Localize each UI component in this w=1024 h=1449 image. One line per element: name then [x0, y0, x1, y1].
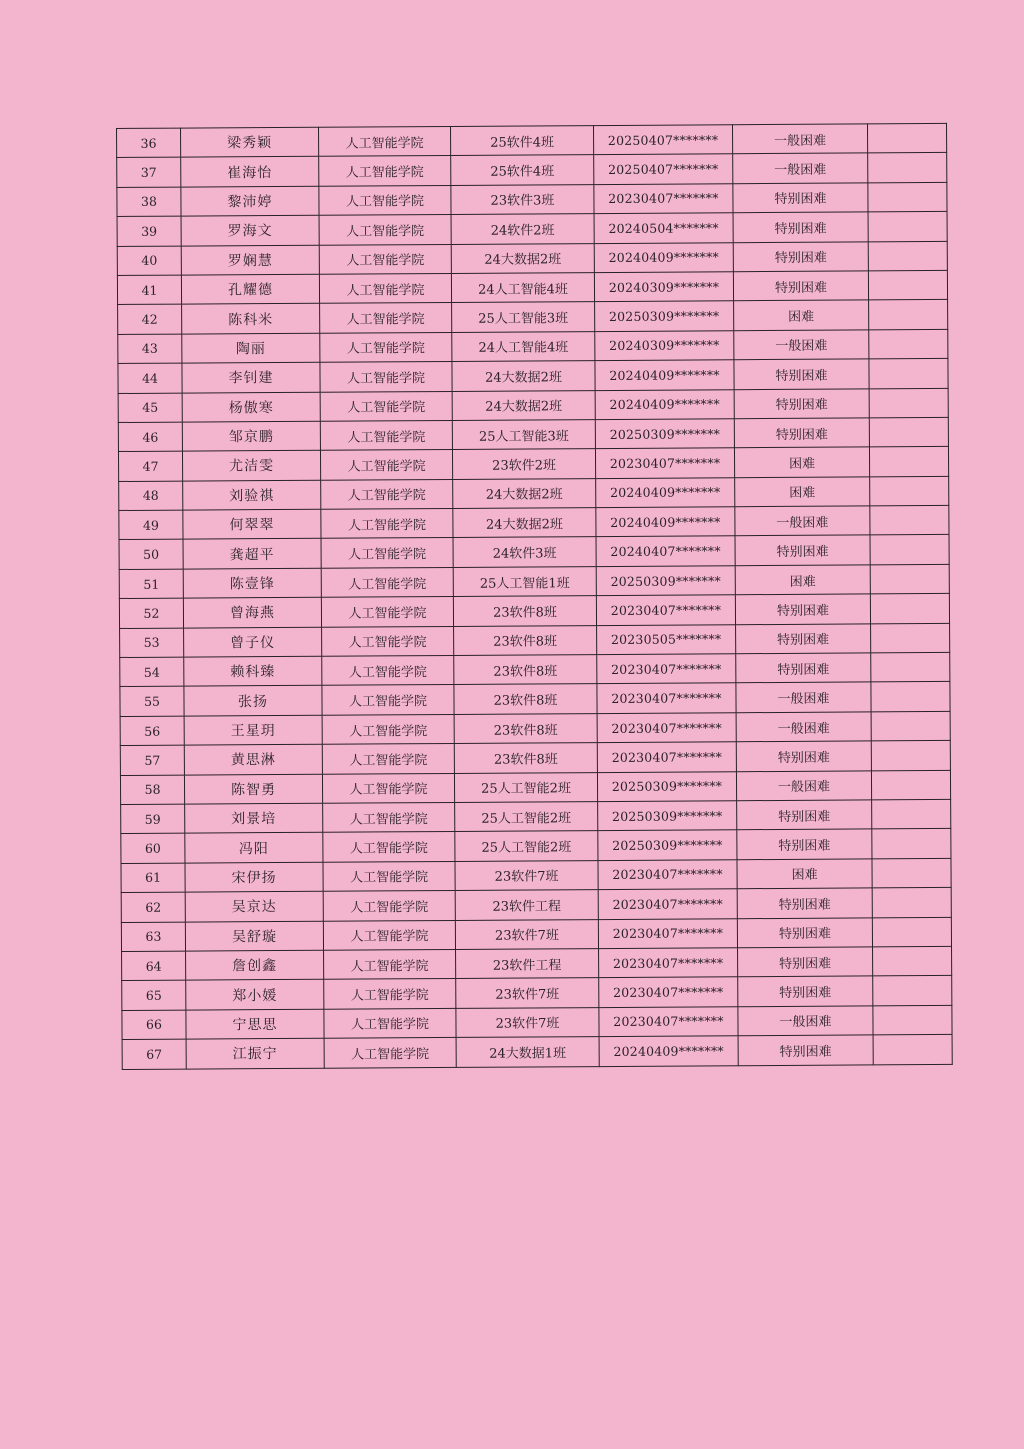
cell-student-name: 罗娴慧 — [181, 245, 319, 275]
cell-class: 24大数据1班 — [456, 1037, 599, 1067]
cell-difficulty-level: 特别困难 — [733, 271, 868, 301]
cell-student-name: 江振宁 — [186, 1038, 324, 1068]
cell-student-id: 20240409******* — [595, 389, 734, 419]
cell-college: 人工智能学院 — [321, 567, 453, 597]
cell-student-id: 20230407******* — [594, 184, 733, 214]
cell-index: 67 — [122, 1039, 186, 1069]
cell-difficulty-level: 特别困难 — [737, 800, 872, 830]
cell-note — [868, 153, 947, 183]
cell-student-id: 20230407******* — [598, 918, 737, 948]
cell-difficulty-level: 特别困难 — [734, 388, 869, 418]
cell-difficulty-level: 特别困难 — [737, 917, 872, 947]
cell-student-id: 20240309******* — [595, 330, 734, 360]
cell-student-name: 赖科臻 — [184, 656, 322, 686]
cell-difficulty-level: 特别困难 — [738, 947, 873, 977]
cell-note — [869, 447, 948, 477]
cell-student-id: 20230407******* — [597, 654, 736, 684]
cell-difficulty-level: 特别困难 — [734, 418, 869, 448]
cell-class: 23软件工程 — [456, 949, 599, 979]
cell-difficulty-level: 特别困难 — [738, 1035, 873, 1065]
cell-note — [868, 270, 947, 300]
cell-college: 人工智能学院 — [322, 773, 454, 803]
cell-index: 37 — [117, 157, 181, 187]
cell-note — [871, 711, 950, 741]
cell-student-id: 20230407******* — [598, 889, 737, 919]
cell-note — [872, 888, 951, 918]
cell-student-id: 20230407******* — [598, 859, 737, 889]
cell-difficulty-level: 困难 — [735, 565, 870, 595]
cell-index: 58 — [120, 775, 184, 805]
cell-note — [868, 212, 947, 242]
cell-student-id: 20230407******* — [599, 948, 738, 978]
cell-student-name: 孔耀德 — [181, 274, 319, 304]
cell-index: 42 — [118, 304, 182, 334]
cell-note — [870, 476, 949, 506]
cell-note — [868, 241, 947, 271]
cell-index: 52 — [119, 598, 183, 628]
cell-college: 人工智能学院 — [319, 273, 451, 303]
cell-note — [871, 741, 950, 771]
student-table — [116, 123, 953, 1070]
cell-student-id: 20250309******* — [597, 771, 736, 801]
cell-college: 人工智能学院 — [319, 215, 451, 245]
cell-student-name: 何翠翠 — [183, 509, 321, 539]
cell-student-name: 吴京达 — [185, 891, 323, 921]
cell-index: 44 — [118, 363, 182, 393]
cell-student-id: 20240407******* — [596, 536, 735, 566]
cell-class: 23软件工程 — [455, 890, 598, 920]
cell-student-name: 尤洁雯 — [182, 451, 320, 481]
cell-note — [869, 329, 948, 359]
cell-index: 46 — [118, 422, 182, 452]
table-row — [122, 1035, 952, 1069]
cell-college: 人工智能学院 — [321, 597, 453, 627]
cell-student-name: 宋伊扬 — [185, 862, 323, 892]
cell-class: 25人工智能1班 — [453, 566, 596, 596]
cell-difficulty-level: 特别困难 — [733, 183, 868, 213]
cell-index: 63 — [121, 922, 185, 952]
cell-difficulty-level: 一般困难 — [734, 330, 869, 360]
cell-note — [872, 799, 951, 829]
cell-student-id: 20250309******* — [595, 301, 734, 331]
cell-note — [871, 652, 950, 682]
cell-student-id: 20240309******* — [594, 272, 733, 302]
cell-class: 25人工智能3班 — [452, 302, 595, 332]
cell-note — [873, 1005, 952, 1035]
cell-student-name: 杨傲寒 — [182, 392, 320, 422]
cell-note — [870, 564, 949, 594]
cell-difficulty-level: 一般困难 — [736, 682, 871, 712]
cell-student-name: 邹京鹏 — [182, 421, 320, 451]
cell-note — [873, 976, 952, 1006]
cell-class: 23软件7班 — [456, 1007, 599, 1037]
cell-college: 人工智能学院 — [320, 420, 452, 450]
cell-difficulty-level: 特别困难 — [737, 829, 872, 859]
cell-student-id: 20230407******* — [595, 448, 734, 478]
cell-difficulty-level: 特别困难 — [735, 594, 870, 624]
cell-index: 43 — [118, 334, 182, 364]
cell-student-name: 黄思淋 — [184, 744, 322, 774]
cell-note — [872, 917, 951, 947]
cell-class: 25人工智能2班 — [454, 772, 597, 802]
cell-college: 人工智能学院 — [321, 509, 453, 539]
cell-difficulty-level: 特别困难 — [735, 535, 870, 565]
cell-difficulty-level: 特别困难 — [736, 741, 871, 771]
cell-student-id: 20250407******* — [593, 125, 732, 155]
cell-class: 23软件8班 — [454, 743, 597, 773]
cell-difficulty-level: 困难 — [734, 447, 869, 477]
cell-difficulty-level: 一般困难 — [735, 506, 870, 536]
cell-difficulty-level: 一般困难 — [738, 1006, 873, 1036]
cell-class: 25人工智能2班 — [455, 831, 598, 861]
cell-index: 47 — [118, 451, 182, 481]
cell-index: 55 — [120, 687, 184, 717]
cell-index: 45 — [118, 393, 182, 423]
cell-note — [871, 682, 950, 712]
cell-college: 人工智能学院 — [323, 832, 455, 862]
cell-index: 65 — [122, 980, 186, 1010]
cell-student-name: 冯阳 — [185, 833, 323, 863]
cell-college: 人工智能学院 — [319, 244, 451, 274]
cell-college: 人工智能学院 — [319, 185, 451, 215]
cell-college: 人工智能学院 — [323, 802, 455, 832]
cell-student-name: 刘验祺 — [183, 480, 321, 510]
cell-college: 人工智能学院 — [323, 861, 455, 891]
cell-student-name: 罗海文 — [181, 215, 319, 245]
cell-difficulty-level: 特别困难 — [736, 624, 871, 654]
cell-student-name: 王星玥 — [184, 715, 322, 745]
cell-student-name: 郑小媛 — [186, 980, 324, 1010]
cell-student-id: 20240409******* — [596, 477, 735, 507]
cell-note — [870, 594, 949, 624]
cell-college: 人工智能学院 — [320, 303, 452, 333]
cell-class: 23软件8班 — [453, 596, 596, 626]
cell-college: 人工智能学院 — [321, 479, 453, 509]
cell-student-id: 20230407******* — [596, 595, 735, 625]
cell-index: 57 — [120, 745, 184, 775]
cell-student-name: 龚超平 — [183, 539, 321, 569]
cell-student-name: 李钊建 — [182, 362, 320, 392]
table-body — [117, 123, 953, 1069]
cell-college: 人工智能学院 — [320, 391, 452, 421]
cell-student-id: 20230407******* — [597, 713, 736, 743]
cell-difficulty-level: 困难 — [735, 477, 870, 507]
cell-class: 24人工智能4班 — [452, 331, 595, 361]
cell-student-name: 陈智勇 — [184, 774, 322, 804]
cell-index: 51 — [119, 569, 183, 599]
cell-class: 23软件3班 — [451, 184, 594, 214]
cell-index: 59 — [121, 804, 185, 834]
cell-class: 24大数据2班 — [452, 361, 595, 391]
cell-note — [871, 770, 950, 800]
cell-student-id: 20230407******* — [597, 742, 736, 772]
cell-class: 24人工智能4班 — [451, 273, 594, 303]
cell-student-id: 20250309******* — [598, 801, 737, 831]
cell-college: 人工智能学院 — [322, 626, 454, 656]
cell-college: 人工智能学院 — [323, 920, 455, 950]
cell-class: 25软件4班 — [450, 126, 593, 156]
cell-student-id: 20250407******* — [594, 154, 733, 184]
cell-difficulty-level: 特别困难 — [733, 241, 868, 271]
cell-note — [871, 623, 950, 653]
cell-class: 25软件4班 — [451, 155, 594, 185]
cell-difficulty-level: 一般困难 — [733, 153, 868, 183]
cell-class: 23软件7班 — [455, 919, 598, 949]
cell-class: 25人工智能3班 — [452, 419, 595, 449]
cell-college: 人工智能学院 — [324, 949, 456, 979]
cell-college: 人工智能学院 — [324, 979, 456, 1009]
cell-index: 60 — [121, 833, 185, 863]
cell-college: 人工智能学院 — [324, 1038, 456, 1068]
cell-class: 23软件8班 — [454, 625, 597, 655]
cell-class: 23软件8班 — [454, 655, 597, 685]
cell-college: 人工智能学院 — [321, 538, 453, 568]
cell-class: 23软件2班 — [452, 449, 595, 479]
cell-class: 23软件8班 — [454, 713, 597, 743]
cell-note — [873, 946, 952, 976]
cell-class: 24大数据2班 — [451, 243, 594, 273]
cell-difficulty-level: 特别困难 — [733, 212, 868, 242]
cell-student-name: 詹创鑫 — [186, 950, 324, 980]
cell-student-id: 20230505******* — [597, 624, 736, 654]
cell-index: 38 — [117, 187, 181, 217]
cell-note — [870, 505, 949, 535]
student-list-sheet — [116, 123, 952, 1070]
cell-note — [869, 359, 948, 389]
cell-index: 36 — [117, 128, 181, 158]
cell-student-id: 20240409******* — [599, 1036, 738, 1066]
cell-index: 64 — [122, 951, 186, 981]
cell-note — [869, 417, 948, 447]
cell-index: 39 — [117, 216, 181, 246]
cell-college: 人工智能学院 — [322, 714, 454, 744]
cell-college: 人工智能学院 — [322, 685, 454, 715]
cell-difficulty-level: 一般困难 — [732, 124, 867, 154]
cell-college: 人工智能学院 — [320, 450, 452, 480]
cell-class: 24大数据2班 — [452, 390, 595, 420]
cell-note — [872, 858, 951, 888]
cell-student-name: 曾子仪 — [184, 627, 322, 657]
cell-note — [869, 388, 948, 418]
cell-difficulty-level: 特别困难 — [736, 653, 871, 683]
cell-index: 62 — [121, 892, 185, 922]
cell-index: 40 — [117, 246, 181, 276]
cell-college: 人工智能学院 — [324, 1008, 456, 1038]
cell-difficulty-level: 特别困难 — [737, 888, 872, 918]
cell-student-name: 张扬 — [184, 686, 322, 716]
cell-class: 24大数据2班 — [453, 478, 596, 508]
cell-note — [868, 182, 947, 212]
cell-student-name: 宁思思 — [186, 1009, 324, 1039]
cell-class: 23软件7班 — [456, 978, 599, 1008]
cell-student-name: 陶丽 — [182, 333, 320, 363]
cell-class: 23软件8班 — [454, 684, 597, 714]
cell-difficulty-level: 一般困难 — [736, 770, 871, 800]
cell-student-id: 20240409******* — [594, 242, 733, 272]
cell-student-name: 陈科米 — [182, 304, 320, 334]
cell-college: 人工智能学院 — [322, 655, 454, 685]
cell-student-id: 20250309******* — [598, 830, 737, 860]
cell-index: 56 — [120, 716, 184, 746]
cell-student-id: 20240504******* — [594, 213, 733, 243]
cell-class: 24大数据2班 — [453, 508, 596, 538]
cell-index: 50 — [119, 540, 183, 570]
cell-index: 61 — [121, 863, 185, 893]
cell-note — [873, 1035, 952, 1065]
cell-student-name: 陈壹锋 — [183, 568, 321, 598]
cell-student-id: 20240409******* — [595, 360, 734, 390]
cell-student-name: 梁秀颖 — [181, 127, 319, 157]
cell-student-id: 20250309******* — [595, 419, 734, 449]
cell-note — [867, 123, 946, 153]
cell-class: 24软件3班 — [453, 537, 596, 567]
cell-index: 48 — [119, 481, 183, 511]
cell-college: 人工智能学院 — [319, 156, 451, 186]
cell-index: 54 — [120, 657, 184, 687]
cell-student-name: 刘景培 — [185, 803, 323, 833]
cell-student-name: 崔海怡 — [181, 157, 319, 187]
cell-college: 人工智能学院 — [318, 126, 450, 156]
cell-difficulty-level: 困难 — [737, 859, 872, 889]
cell-index: 49 — [119, 510, 183, 540]
cell-class: 25人工智能2班 — [455, 802, 598, 832]
cell-student-name: 曾海燕 — [183, 598, 321, 628]
cell-student-id: 20250309******* — [596, 566, 735, 596]
cell-college: 人工智能学院 — [320, 362, 452, 392]
cell-class: 23软件7班 — [455, 860, 598, 890]
cell-college: 人工智能学院 — [323, 891, 455, 921]
cell-index: 53 — [120, 628, 184, 658]
cell-note — [869, 300, 948, 330]
cell-college: 人工智能学院 — [322, 744, 454, 774]
cell-difficulty-level: 特别困难 — [734, 359, 869, 389]
cell-student-name: 吴舒璇 — [185, 921, 323, 951]
cell-student-id: 20230407******* — [599, 1006, 738, 1036]
cell-student-id: 20240409******* — [596, 507, 735, 537]
cell-difficulty-level: 特别困难 — [738, 976, 873, 1006]
cell-class: 24软件2班 — [451, 214, 594, 244]
cell-college: 人工智能学院 — [320, 332, 452, 362]
cell-difficulty-level: 困难 — [734, 300, 869, 330]
cell-note — [872, 829, 951, 859]
cell-index: 41 — [117, 275, 181, 305]
cell-student-name: 黎沛婷 — [181, 186, 319, 216]
cell-student-id: 20230407******* — [597, 683, 736, 713]
cell-student-id: 20230407******* — [599, 977, 738, 1007]
cell-index: 66 — [122, 1010, 186, 1040]
cell-difficulty-level: 一般困难 — [736, 712, 871, 742]
cell-note — [870, 535, 949, 565]
